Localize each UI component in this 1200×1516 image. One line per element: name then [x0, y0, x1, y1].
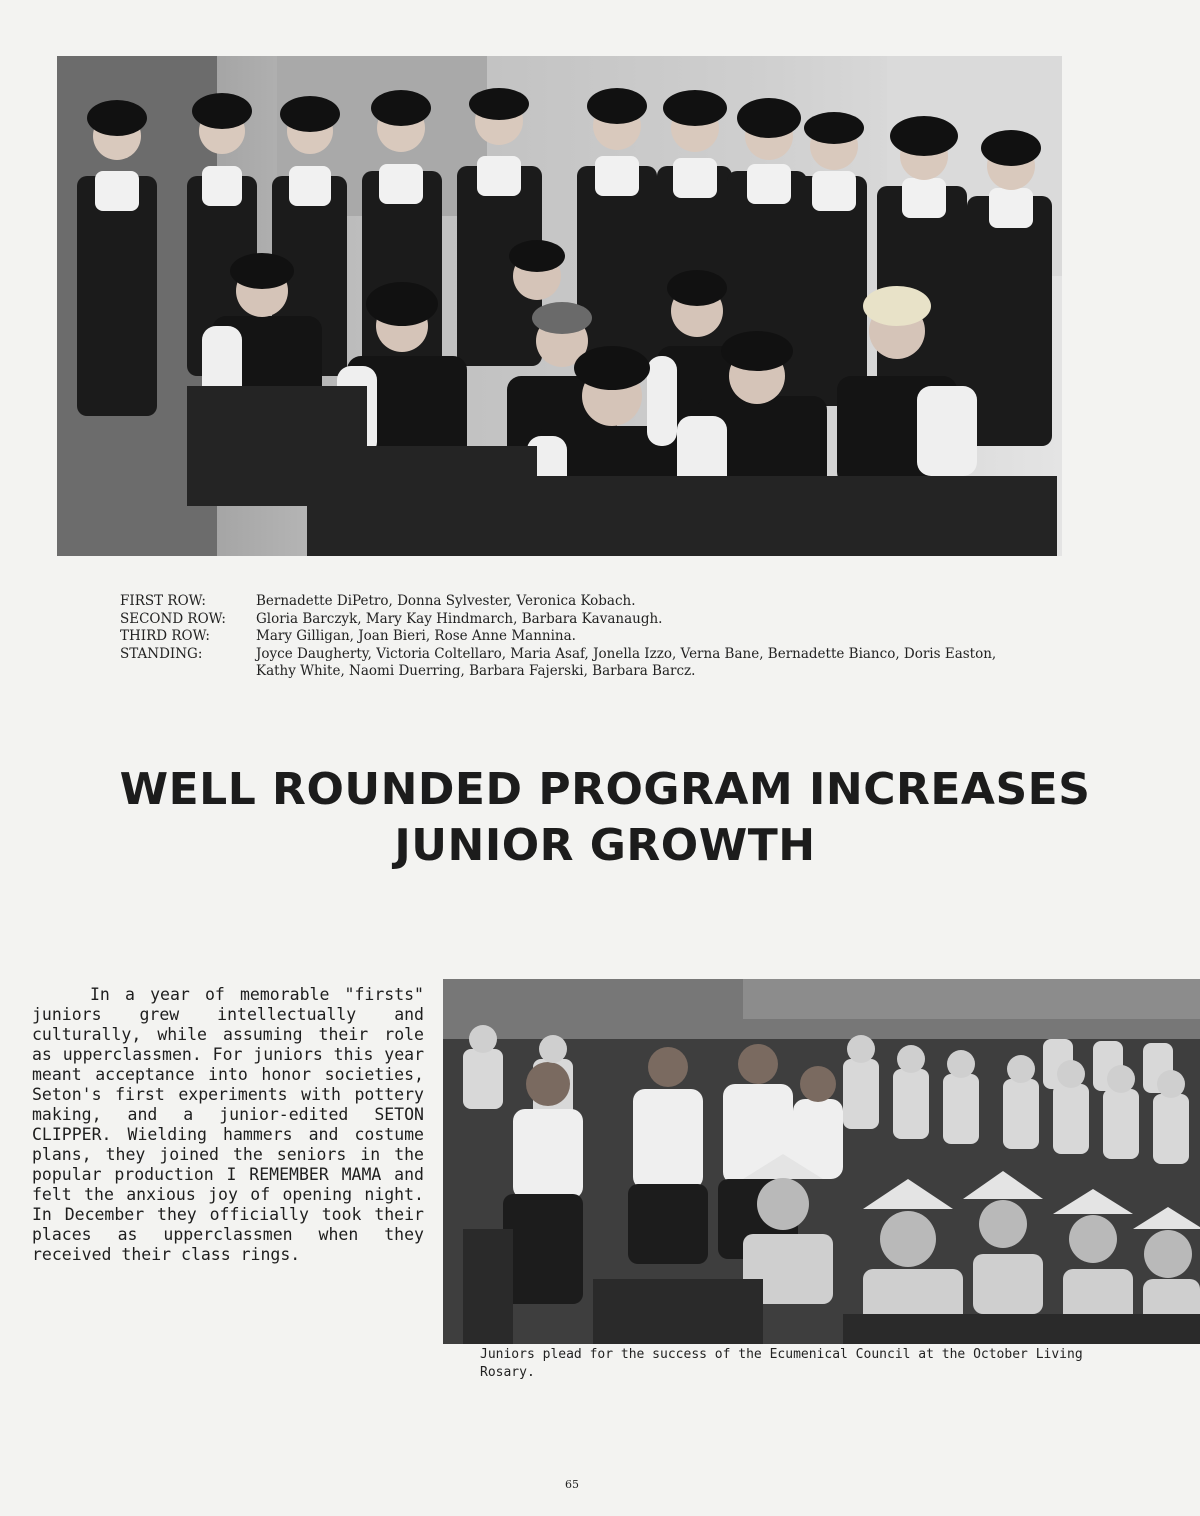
- caption-label: SECOND ROW:: [120, 610, 226, 627]
- headline-line-2: JUNIOR GROWTH: [394, 820, 816, 871]
- caption-names: Mary Gilligan, Joan Bieri, Rose Anne Mannina.: [256, 628, 576, 644]
- caption-label: THIRD ROW:: [120, 628, 210, 644]
- living-rosary-photo: [443, 979, 1200, 1344]
- caption-row-standing: [120, 646, 1016, 681]
- caption-names: Bernadette DiPetro, Donna Sylvester, Veronica Kobach.: [256, 593, 636, 609]
- living-rosary-caption: Juniors plead for the success of the Ecumenical Council at the October Living Rosary.: [480, 1347, 1083, 1380]
- photo-caption-list: [120, 593, 1016, 681]
- headline-line-1: WELL ROUNDED PROGRAM INCREASES: [119, 764, 1091, 815]
- page-headline: [60, 762, 1150, 874]
- living-rosary-illustration: [443, 979, 1200, 1344]
- page-number: 65: [565, 1478, 579, 1491]
- caption-names: Joyce Daugherty, Victoria Coltellaro, Maria Asaf, Jonella Izzo, Verna Bane, Bernadette Bianco, Doris Easton, Kathy White, Naomi Duerring, Barbara Fajerski, Barbara Barcz.: [256, 645, 997, 679]
- body-paragraph: In a year of memorable "firsts" juniors grew intellectually and culturally, while assuming their role as upperclassmen. For juniors this year meant acceptance into honor societies, Seton's first experiments with pottery making, and a junior-edited SETON CLIPPER. Wielding hammers and costume plans, they joined the seniors in the popular production I REMEMBER MAMA and felt the anxious joy of opening night. In December they officially took their places as upperclassmen when they received their class rings.: [32, 985, 424, 1264]
- caption-row-second: [120, 611, 1016, 629]
- caption-row-third: [120, 628, 1016, 646]
- group-photo-illustration: [57, 56, 1062, 556]
- caption-names: Gloria Barczyk, Mary Kay Hindmarch, Barbara Kavanaugh.: [256, 610, 663, 627]
- caption-label: FIRST ROW:: [120, 593, 206, 609]
- caption-row-first: [120, 593, 1016, 611]
- group-photo: [57, 56, 1062, 556]
- caption-label: STANDING:: [120, 645, 203, 662]
